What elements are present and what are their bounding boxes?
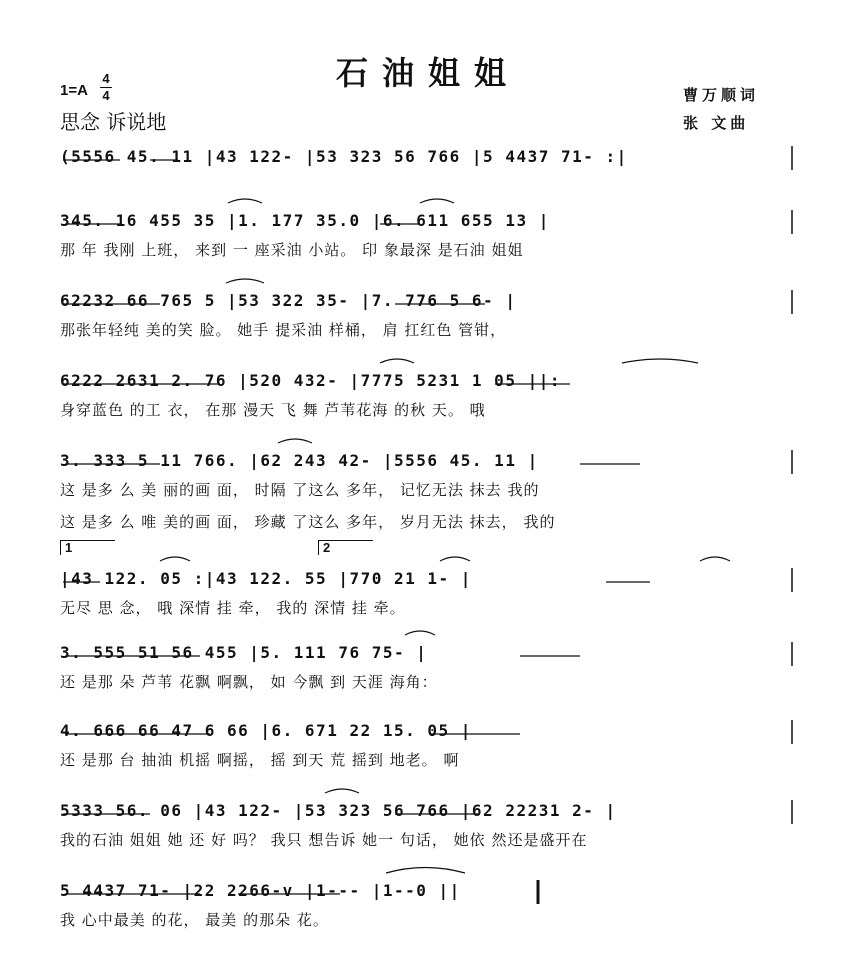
notation-line: 4. 666 66 47 6 66 |6. 671 22 15. 05 | [60,721,472,740]
tempo-mood-marking: 思念 诉说地 [60,110,167,134]
key-signature: 1=A [60,82,88,99]
lyric-line: 我的石油 姐姐 她 还 好 吗？ 我只 想告诉 她一 句话， 她依 然还是盛开在 [60,831,588,849]
first-ending-bracket: 1 [60,540,115,555]
lyric-line: 身穿蓝色 的工 衣， 在那 漫天 飞 舞 芦苇花海 的秋 天。 哦 [60,401,486,419]
lyric-line: 那 年 我刚 上班， 来到 一 座采油 小站。 印 象最深 是石油 姐姐 [60,241,524,259]
lyric-line: 那张年轻纯 美的笑 脸。 她手 提采油 样桶， 肩 扛红色 管钳， [60,321,507,339]
notation-line: 3. 555 51 56 455 |5. 111 76 75- | [60,643,428,662]
meter-top: 4 [102,71,110,86]
lyric-line: 这 是多 么 唯 美的画 面， 珍藏 了这么 多年， 岁月无法 抹去， 我的 [60,513,556,531]
notation-line: 345. 16 455 35 |1. 177 35.0 |6. 611 655 13 | [60,211,550,230]
lyric-line: 无尽 思 念， 哦 深情 挂 牵， 我的 深情 挂 牵。 [60,599,406,617]
lyric-line: 我 心中最美 的花， 最美 的那朵 花。 [60,911,329,929]
lyricist-credit: 曹万顺词 [683,86,760,104]
lyric-line: 这 是多 么 美 丽的画 面， 时隔 了这么 多年， 记忆无法 抹去 我的 [60,481,540,499]
notation-line: |43 122. 05 :|43 122. 55 |770 21 1- | [60,569,472,588]
barlines [538,146,792,904]
second-ending-bracket: 2 [318,540,373,555]
notation-line: (5556 45. 11 |43 122- |53 323 56 766 |5 4437 71- :| [60,147,628,166]
notation-line: 5333 56. 06 |43 122- |53 323 56 766 |62 22231 2- | [60,801,617,820]
slur-arcs [160,199,730,873]
underline-beams [63,160,650,894]
notation-line: 3. 333 5 11 766. |62 243 42- |5556 45. 11 | [60,451,539,470]
lyric-line: 还 是那 台 抽油 机摇 啊摇， 摇 到天 荒 摇到 地老。 啊 [60,751,460,769]
meter-bottom: 4 [102,88,110,103]
composer-credit: 张 文曲 [683,114,750,132]
notation-line: 5 4437 71- |22 2266-v |1--- |1--0 || [60,881,461,900]
notation-line: 62232 66 765 5 |53 322 35- |7. 776 5 6- | [60,291,517,310]
notation-line: 6222 2631 2. 76 |520 432- |7775 5231 1 05 ||: [60,371,561,390]
lyric-line: 还 是那 朵 芦苇 花飘 啊飘， 如 今飘 到 天涯 海角： [60,673,438,691]
song-title: 石油姐姐 [335,54,520,92]
